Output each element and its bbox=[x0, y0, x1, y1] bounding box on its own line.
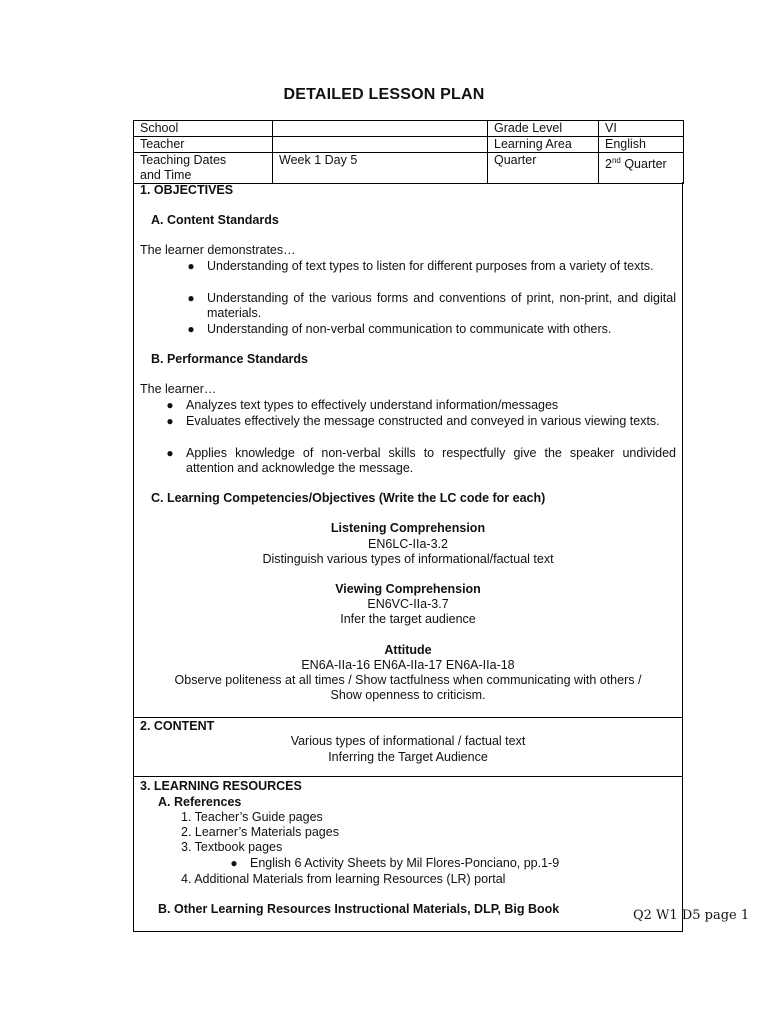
listening-code: EN6LC-IIa-3.2 bbox=[368, 537, 448, 551]
quarter-value bbox=[599, 153, 684, 184]
list-item bbox=[187, 259, 676, 274]
teacher-label: Teacher bbox=[134, 137, 273, 153]
references-heading: A. References bbox=[158, 795, 242, 809]
objectives-section bbox=[133, 182, 683, 718]
list-item bbox=[230, 856, 560, 871]
content-standards-intro: The learner demonstrates… bbox=[140, 243, 296, 257]
attitude-line-1: Observe politeness at all times / Show tactfulness when communicating with others / bbox=[174, 673, 642, 687]
bullet-icon: ● bbox=[187, 291, 195, 305]
quarter-ordinal-suffix: nd bbox=[611, 156, 621, 165]
list-item bbox=[187, 291, 676, 321]
bullet-icon: ● bbox=[166, 446, 174, 460]
reference-item-1: 1. Teacher’s Guide pages bbox=[181, 810, 323, 824]
list-item bbox=[166, 398, 676, 413]
learning-resources-heading: 3. LEARNING RESOURCES bbox=[140, 779, 302, 793]
content-standard-item-3: Understanding of non-verbal communication to communicate with others. bbox=[207, 322, 612, 336]
listening-text: Distinguish various types of informational/factual text bbox=[262, 552, 554, 566]
teacher-value bbox=[273, 137, 488, 153]
objectives-heading: 1. OBJECTIVES bbox=[140, 183, 234, 197]
school-value bbox=[273, 121, 488, 137]
performance-standards-intro: The learner… bbox=[140, 382, 217, 396]
performance-standard-item-3: Applies knowledge of non-verbal skills to respectfully give the speaker undivided attention and acknowledge the message. bbox=[186, 446, 676, 475]
page-footer: Q2 W1 D5 page 1 bbox=[633, 908, 750, 923]
table-row bbox=[134, 153, 684, 184]
bullet-icon: ● bbox=[187, 259, 195, 273]
bullet-icon: ● bbox=[187, 322, 195, 336]
teaching-dates-label-line1: Teaching Dates bbox=[140, 153, 227, 167]
grade-level-value: VI bbox=[599, 121, 684, 137]
viewing-comprehension-title: Viewing Comprehension bbox=[335, 582, 481, 596]
attitude-title: Attitude bbox=[384, 643, 432, 657]
content-standard-item-2: Understanding of the various forms and conventions of print, non-print, and digital materials. bbox=[207, 291, 676, 320]
teaching-dates-value: Week 1 Day 5 bbox=[273, 153, 488, 184]
page-title: DETAILED LESSON PLAN bbox=[283, 86, 485, 103]
reference-item-2: 2. Learner’s Materials pages bbox=[181, 825, 339, 839]
reference-item-4: 4. Additional Materials from learning Resources (LR) portal bbox=[181, 872, 506, 886]
content-section bbox=[133, 718, 683, 777]
header-table bbox=[133, 120, 684, 184]
performance-standard-item-1: Analyzes text types to effectively understand information/messages bbox=[186, 398, 559, 412]
bullet-icon: ● bbox=[166, 398, 174, 412]
list-item bbox=[166, 446, 676, 476]
table-row bbox=[134, 121, 684, 137]
learning-resources-section bbox=[133, 777, 683, 932]
reference-item-3: 3. Textbook pages bbox=[181, 840, 283, 854]
teaching-dates-label bbox=[134, 153, 273, 184]
teaching-dates-label-line2: and Time bbox=[140, 168, 192, 182]
performance-standards-heading: B. Performance Standards bbox=[151, 352, 308, 366]
listening-comprehension-title: Listening Comprehension bbox=[330, 521, 486, 535]
learning-area-value: English bbox=[599, 137, 684, 153]
grade-level-label: Grade Level bbox=[488, 121, 599, 137]
content-standards-heading: A. Content Standards bbox=[151, 213, 279, 227]
content-line-2: Inferring the Target Audience bbox=[328, 750, 488, 764]
content-line-1: Various types of informational / factual text bbox=[290, 734, 526, 748]
other-resources-heading: B. Other Learning Resources Instructional Materials, DLP, Big Book bbox=[158, 902, 560, 916]
bullet-icon: ● bbox=[166, 414, 174, 428]
competencies-heading: C. Learning Competencies/Objectives (Write the LC code for each) bbox=[151, 491, 546, 505]
bullet-icon: ● bbox=[230, 856, 238, 870]
viewing-code: EN6VC-IIa-3.7 bbox=[367, 597, 449, 611]
viewing-text: Infer the target audience bbox=[340, 612, 476, 626]
quarter-label: Quarter bbox=[488, 153, 599, 184]
learning-area-label: Learning Area bbox=[488, 137, 599, 153]
performance-standard-item-2: Evaluates effectively the message constructed and conveyed in various viewing texts. bbox=[186, 414, 660, 428]
quarter-word: Quarter bbox=[620, 157, 667, 172]
content-standard-item-1: Understanding of text types to listen for different purposes from a variety of texts. bbox=[207, 259, 654, 273]
table-row bbox=[134, 137, 684, 153]
quarter-number: 2 bbox=[605, 157, 612, 172]
school-label: School bbox=[134, 121, 273, 137]
textbook-sub-item: English 6 Activity Sheets by Mil Flores-Ponciano, pp.1-9 bbox=[250, 856, 560, 870]
list-item bbox=[187, 322, 676, 337]
attitude-codes: EN6A-IIa-16 EN6A-IIa-17 EN6A-IIa-18 bbox=[301, 658, 515, 672]
attitude-line-2: Show openness to criticism. bbox=[330, 688, 486, 702]
list-item bbox=[166, 414, 676, 429]
content-heading: 2. CONTENT bbox=[140, 719, 215, 733]
